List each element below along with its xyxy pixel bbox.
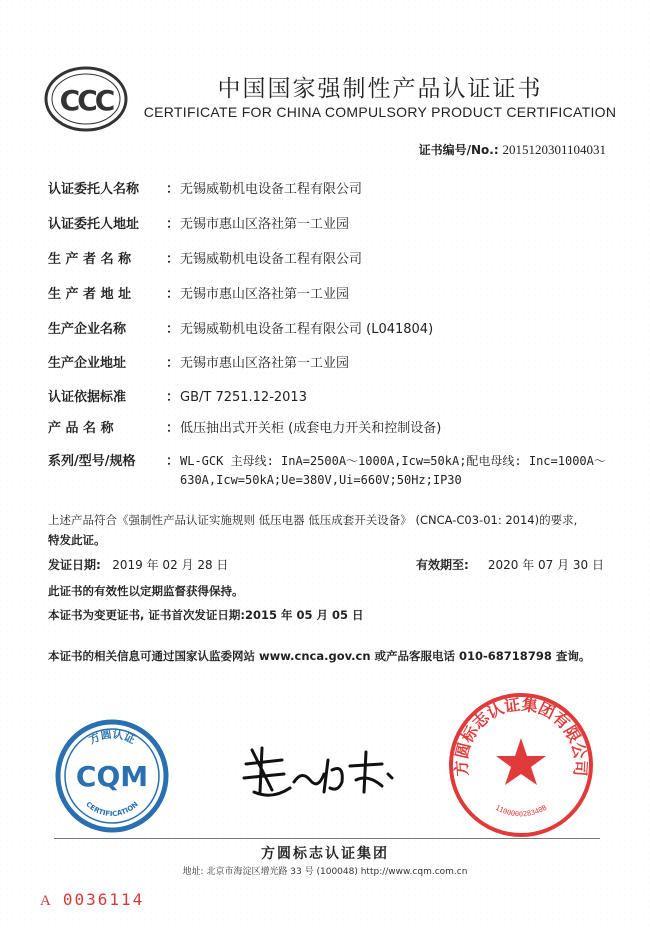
- field-value: 无锡市惠山区洛社第一工业园: [180, 356, 350, 371]
- valid-until-label: 有效期至:: [415, 558, 469, 572]
- company-red-seal: [446, 690, 596, 840]
- statement-line-1: 上述产品符合《强制性产品认证实施规则 低压电器 低压成套开关设备》 (CNCA-C03-01: 2014)的要求,: [48, 513, 578, 527]
- field-value: 无锡市惠山区洛社第一工业园: [180, 287, 350, 302]
- issue-date-label: 发证日期:: [48, 558, 101, 572]
- valid-until: [416, 556, 604, 573]
- field-manufacturer-name: [48, 248, 362, 267]
- field-separator: ：: [166, 421, 180, 436]
- statement-line-2: 特发此证。: [48, 533, 106, 547]
- certificate-title-en: CERTIFICATE FOR CHINA COMPULSORY PRODUCT CERTIFICATION: [143, 104, 617, 120]
- field-label: 生产企业名称: [48, 322, 127, 337]
- field-label: 认证委托人地址: [48, 217, 140, 232]
- certificate-number: [419, 141, 606, 158]
- ccc-logo: [44, 66, 128, 132]
- svg-text:CCC: CCC: [59, 84, 113, 117]
- cqm-seal: [52, 716, 172, 836]
- serial-prefix: A: [40, 893, 53, 909]
- field-value: GB/T 7251.12-2013: [180, 390, 307, 405]
- validity-note: 此证书的有效性以定期监督获得保持。: [48, 584, 244, 598]
- field-value: WL-GCK 主母线: InA=2500A～1000A,Icw=50kA;配电母线: Inc=1000A～: [180, 454, 606, 468]
- issue-date-value: 2019 年 02 月 28 日: [112, 558, 229, 572]
- footer-address: 地址: 北京市海淀区增光路 33 号 (100048) http://www.cqm.com.cn: [182, 867, 468, 877]
- serial-value: 0036114: [62, 890, 145, 909]
- signature: [232, 730, 432, 810]
- field-standard: [48, 386, 307, 405]
- field-value: 低压抽出式开关柜 (成套电力开关和控制设备): [180, 421, 442, 436]
- field-label: 生 产 者 名 称: [48, 252, 132, 267]
- field-value: 无锡威勒机电设备工程有限公司: [180, 182, 363, 197]
- certificate-number-value: 2015120301104031: [502, 142, 606, 157]
- serial-number: [40, 890, 144, 910]
- field-label: 认证委托人名称: [48, 182, 140, 197]
- field-manufacturer-address: [48, 283, 349, 302]
- field-separator: ：: [166, 454, 180, 469]
- change-note: 本证书为变更证书, 证书首次发证日期:2015 年 05 月 05 日: [48, 608, 364, 622]
- field-model-spec-line2: 630A,Icw=50kA;Ue=380V,Ui=660V;50Hz;IP30: [180, 473, 462, 487]
- field-value: 无锡市惠山区洛社第一工业园: [180, 217, 350, 232]
- info-note: 本证书的相关信息可通过国家认监委网站 www.cnca.gov.cn 或产品客服电话 010-68718798 查询。: [48, 649, 591, 663]
- field-separator: ：: [166, 390, 180, 405]
- field-separator: ：: [166, 322, 180, 337]
- field-label: 产 品 名 称: [48, 421, 114, 436]
- field-separator: ：: [166, 287, 180, 302]
- svg-text:110000028340B: 110000028340B: [493, 803, 549, 819]
- field-label: 生产企业地址: [48, 356, 127, 371]
- field-factory-address: [48, 352, 349, 371]
- certificate-title-cn: 中国国家强制性产品认证证书: [217, 76, 543, 102]
- svg-text:CQM: CQM: [75, 760, 149, 793]
- field-applicant-name: [48, 178, 362, 197]
- svg-text:CERTIFICATION: CERTIFICATION: [84, 800, 140, 819]
- field-value: 无锡威勒机电设备工程有限公司 (L041804): [180, 322, 434, 337]
- field-separator: ：: [166, 182, 180, 197]
- field-separator: ：: [166, 217, 180, 232]
- valid-until-value: 2020 年 07 月 30 日: [487, 558, 604, 572]
- certificate-number-label: 证书编号/No.:: [418, 143, 499, 157]
- footer-organization: 方圆标志认证集团: [261, 846, 389, 862]
- svg-text:方圆认证: 方圆认证: [86, 727, 138, 747]
- field-applicant-address: [48, 213, 349, 232]
- field-separator: ：: [166, 356, 180, 371]
- field-label: 生 产 者 地 址: [48, 287, 132, 302]
- issue-date: [48, 556, 228, 573]
- field-separator: ：: [166, 252, 180, 267]
- field-factory-name: [48, 318, 433, 337]
- field-model-spec: [48, 450, 606, 469]
- field-label: 认证依据标准: [48, 390, 127, 405]
- field-product-name: [48, 417, 441, 436]
- footer-divider: [54, 838, 600, 839]
- svg-text:方圆标志认证集团有限公司: 方圆标志认证集团有限公司: [451, 694, 591, 777]
- field-value: 无锡威勒机电设备工程有限公司: [180, 252, 363, 267]
- field-label: 系列/型号/规格: [48, 454, 136, 469]
